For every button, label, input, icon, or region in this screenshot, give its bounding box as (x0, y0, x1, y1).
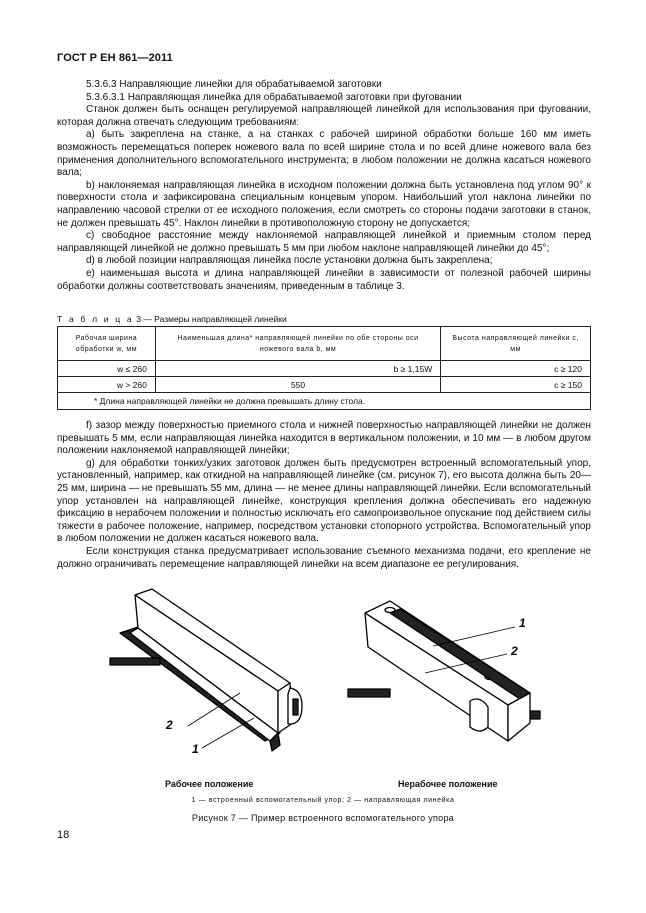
item-a: a) быть закреплена на станке, а на станках с рабочей шириной обработки больше 160 мм иметь возможность перемещаться поперек ножевого вала по всей ширине стола и по всей длине ножевого вала без применения дополнительного вспомогательного инструмента; в любом положении не должна касаться ножевого вала; (57, 129, 591, 179)
item-g: g) для обработки тонких/узких заготовок должен быть предусмотрен встроенный вспомогательный упор, установленный, например, как откидной на направляющей линейке (см. рисунок 7), его высота должна быть 20—25 мм, ширина — не превышать 55 мм, длина — не менее длины направляющей линейки. Если вспомогательный упор установлен на направляющей линейке, конструкция крепления должна обеспечивать его надежную фиксацию в нерабочем положении и полностью исключать его самопроизвольное опускание под действием силы тяжести в рабочее положение, например, посредством установки стопорного устройства. Вспомогательный упор в любом положении не должен касаться ножевого вала. (57, 457, 591, 545)
leader-line-1-right (433, 627, 515, 646)
non-working-position-caption: Нерабочее положение (398, 779, 498, 789)
table-caption-title: 3 — Размеры направляющей линейки (133, 314, 287, 324)
item-d: d) в любой позиции направляющая линейка после установки должна быть закреплена; (86, 255, 493, 267)
leader-line-1-left (202, 718, 254, 748)
table-row (58, 361, 591, 377)
additional-requirements (57, 420, 591, 571)
removable-feed-paragraph: Если конструкция станка предусматривает использование съемного механизма подачи, его крепление не должно ограничивать перемещение направляющей линейки на всем диапазоне ее регулирования. (57, 545, 591, 570)
table-row (58, 377, 591, 393)
figure-caption: Рисунок 7 — Пример встроенного вспомогательного упора (191, 813, 455, 823)
table-cell: c ≥ 150 (441, 377, 591, 393)
table-footnote-row (58, 393, 591, 410)
header-working-width: Рабочая ширина обработки w, мм (58, 327, 156, 361)
table-caption-prefix: Т а б л и ц а (57, 314, 134, 324)
standard-header: ГОСТ Р ЕН 861—2011 (57, 52, 173, 64)
table-cell: 550 (155, 377, 440, 393)
subsection-heading: 5.3.6.3.1 Направляющая линейка для обрабатываемой заготовки при фуговании (86, 91, 462, 103)
table-footnote: * Длина направляющей линейки не должна превышать длину стола. (58, 393, 591, 410)
hinge-slot (293, 699, 298, 715)
table-cell: c ≥ 120 (441, 361, 591, 377)
item-b: b) наклоняемая направляющая линейка в исходном положении должна быть установлена под углом 90° к поверхности стола и зафиксирована специальным концевым упором. Наибольший угол наклона линейки по направлению часовой стрелки от ее исходного положения, если смотреть со стороны подачи заготовки в станок, не должен превышать 45°. Наклон линейки в противоположную сторону не допускается; (57, 179, 591, 229)
requirements-text (57, 79, 591, 293)
non-working-position-drawing (348, 601, 540, 741)
table-cell: b ≥ 1,15W (155, 361, 440, 377)
header-min-length: Наименьшая длина* направляющей линейки по обе стороны оси ножевого вала b, мм (155, 327, 440, 361)
table-cell: w > 260 (58, 377, 156, 393)
figure-7-drawing (90, 583, 560, 783)
label-2-right: 2 (511, 644, 518, 658)
item-f: f) зазор между поверхностью приемного стола и нижней поверхностью направляющей линейки не должен превышать 5 мм, если направляющая линейка находится в вертикальном положении, и 10 мм — в любом другом положении наклоняемой направляющей линейки; (57, 420, 591, 457)
header-height: Высота направляющей линейки c, мм (441, 327, 591, 361)
table-cell: w ≤ 260 (58, 361, 156, 377)
item-e: e) наименьшая высота и длина направляющей линейки в зависимости от полезной рабочей ширины обработки должны соответствовать значениям, приведенным в таблице 3. (57, 267, 591, 292)
figure-legend: 1 — встроенный вспомогательный упор; 2 — направляющая линейка (191, 797, 455, 804)
intro-paragraph: Станок должен быть оснащен регулируемой направляющей линейкой для использования при фуговании, которая должна отвечать следующим требованиям: (57, 104, 591, 128)
table-caption (57, 314, 287, 324)
table-header-row (58, 327, 591, 361)
label-2-left: 2 (166, 718, 173, 732)
label-1-left: 1 (192, 742, 199, 756)
working-position-caption: Рабочее положение (165, 779, 254, 789)
section-heading: 5.3.6.3 Направляющие линейки для обрабатываемой заготовки (86, 79, 382, 90)
base-slat-right (348, 689, 390, 697)
label-1-right: 1 (519, 616, 526, 630)
working-position-drawing (110, 589, 302, 751)
base-slat (110, 658, 160, 665)
dimensions-table (57, 326, 591, 410)
page-number: 18 (57, 829, 70, 841)
item-c: c) свободное расстояние между наклоняемой направляющей линейкой и приемным столом перед направляющей линейкой не должно превышать 5 мм при любом наклоне направляющей линейки до 45°; (57, 230, 591, 254)
hinge-bracket-right (470, 699, 488, 731)
